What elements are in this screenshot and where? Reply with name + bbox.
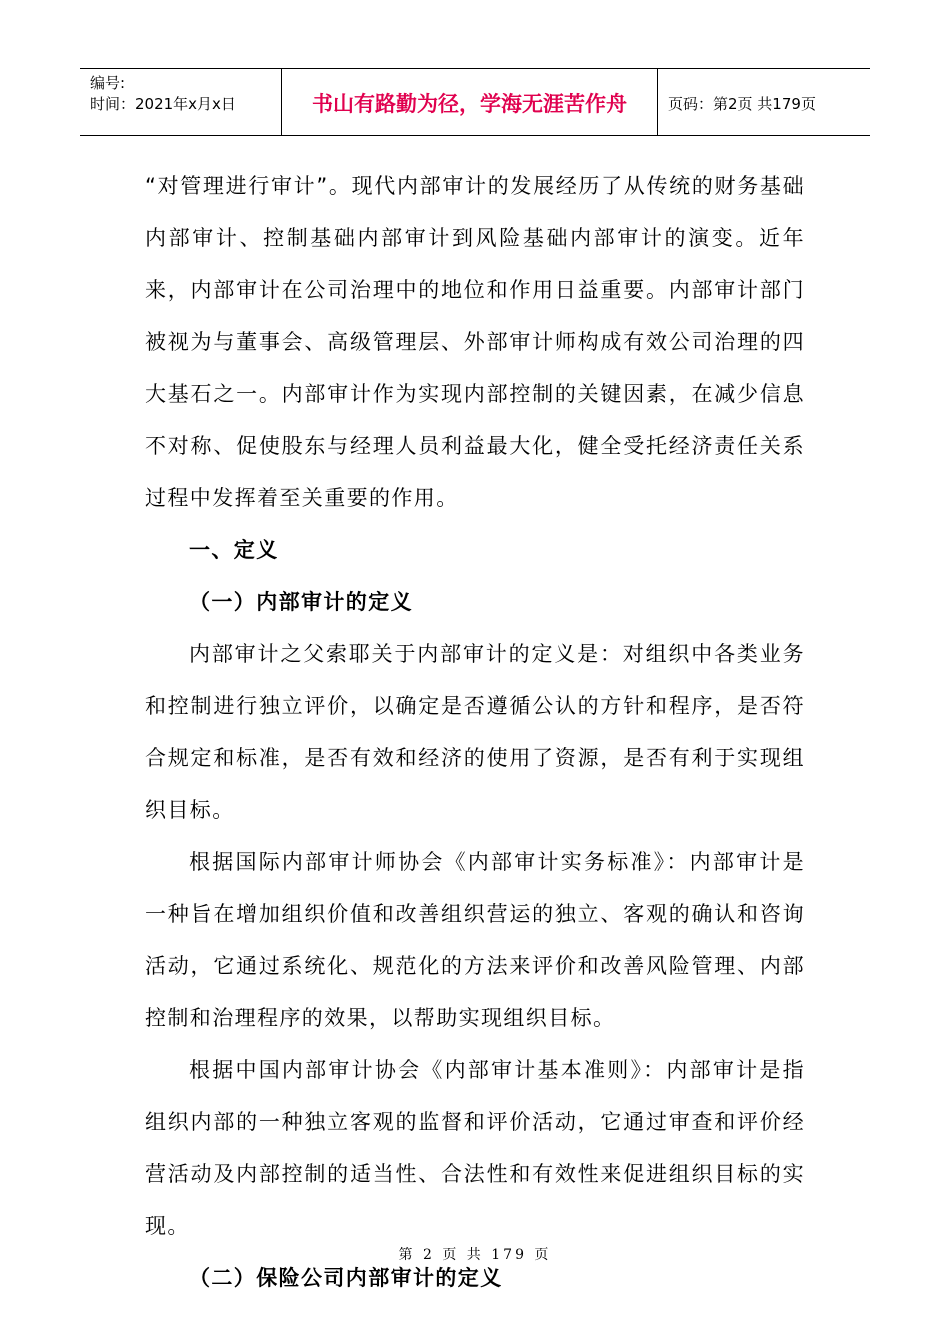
subsection-heading-insurance-definition: （二）保险公司内部审计的定义 bbox=[189, 1266, 503, 1290]
paragraph-intro-continued: “对管理进行审计”。现代内部审计的发展经历了从传统的财务基础内部审计、控制基础内部审计到风险基础内部审计的演变。近年来，内部审计在公司治理中的地位和作用日益重要。内部审计部门被视为与董事会、高级管理层、外部审计师构成有效公司治理的四大基石之一。内部审计作为实现内部控制的关键因素，在减少信息不对称、促使股东与经理人员利益最大化，健全受托经济责任关系过程中发挥着至关重要的作用。 bbox=[145, 174, 805, 510]
subsection-heading-internal-audit-definition: （一）内部审计的定义 bbox=[189, 590, 413, 614]
header-meta bbox=[80, 69, 282, 135]
header-motto: 书山有路勤为径，学海无涯苦作舟 bbox=[282, 69, 658, 135]
paragraph-sawyer-definition: 内部审计之父索耶关于内部审计的定义是：对组织中各类业务和控制进行独立评价，以确定是否遵循公认的方针和程序，是否符合规定和标准，是否有效和经济的使用了资源，是否有利于实现组织目标。 bbox=[145, 642, 805, 822]
header-page-info: 页码：第2页 共179页 bbox=[668, 94, 816, 113]
section-heading-definition: 一、定义 bbox=[189, 538, 279, 562]
paragraph-iia-definition: 根据国际内部审计师协会《内部审计实务标准》：内部审计是一种旨在增加组织价值和改善组织营运的独立、客观的确认和咨询活动，它通过系统化、规范化的方法来评价和改善风险管理、内部控制和治理程序的效果，以帮助实现组织目标。 bbox=[145, 850, 805, 1030]
paragraph-china-definition: 根据中国内部审计协会《内部审计基本准则》：内部审计是指组织内部的一种独立客观的监督和评价活动，它通过审查和评价经营活动及内部控制的适当性、合法性和有效性来促进组织目标的实现。 bbox=[145, 1058, 805, 1238]
document-body bbox=[145, 160, 805, 1304]
time-label: 时间：2021年x月x日 bbox=[90, 95, 236, 113]
page-header bbox=[80, 68, 870, 136]
number-label: 编号: bbox=[90, 74, 126, 92]
page-footer: 第 2 页 共 179 页 bbox=[398, 1247, 552, 1263]
